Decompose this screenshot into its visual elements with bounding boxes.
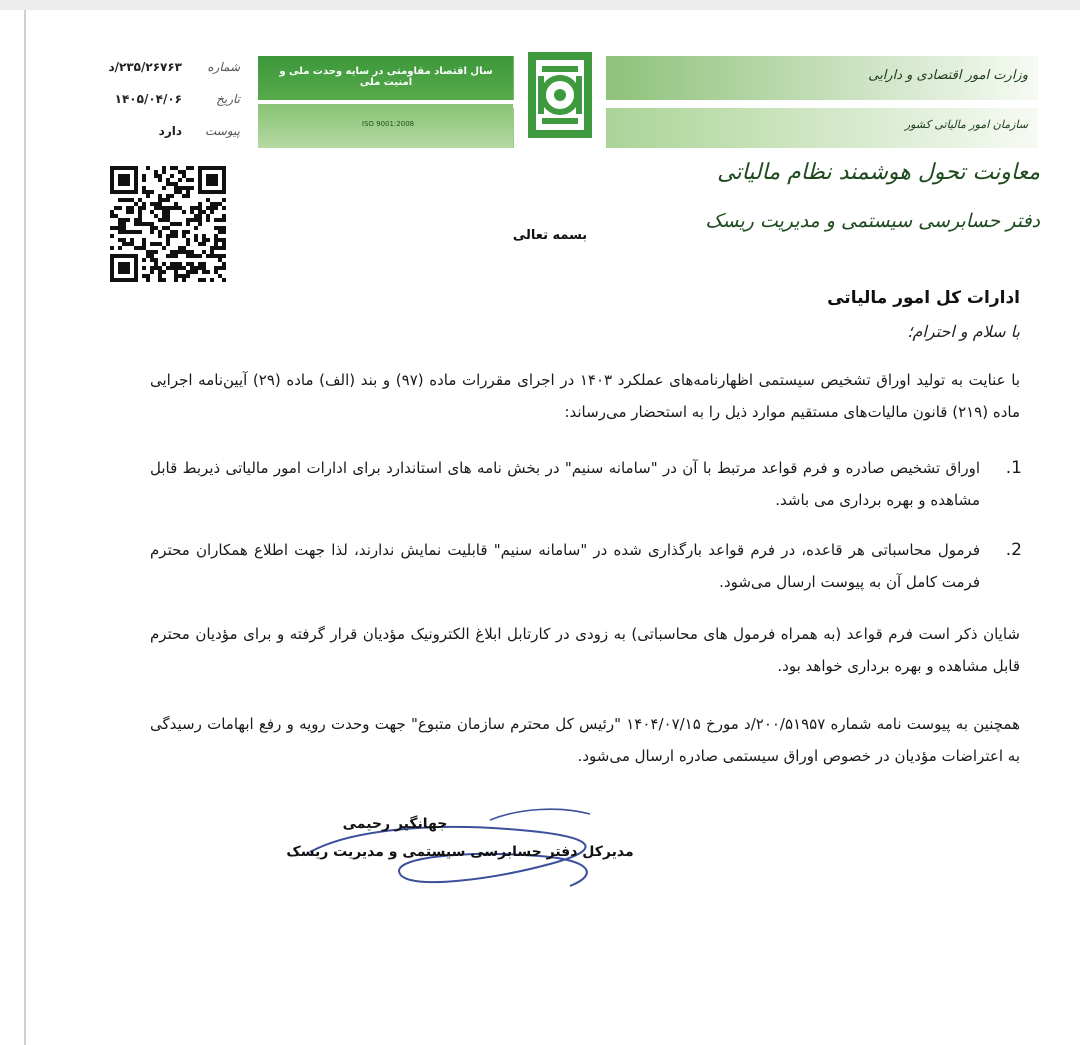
list-item-number: 2. [1005,540,1022,560]
deputy-heading: معاونت تحول هوشمند نظام مالیاتی [717,160,1040,185]
attachment-paragraph: همچنین به پیوست نامه شماره ۲۰۰/۵۱۹۵۷/د مورخ ۱۴۰۴/۰۷/۱۵ "رئیس کل محترم سازمان متبوع" جهت وحدت رویه و رفع ابهامات رسیدگی به اعتراضات مؤدیان در خصوص اوراق سیستمی صادره ارسال می‌شود. [150,715,1020,765]
registration-date-row [60,92,240,124]
list-item-text: فرمول محاسباتی هر قاعده، در فرم قواعد بارگذاری شده در "سامانه سنیم" قابلیت نمایش ندارند، لذا جهت اطلاع همکاران محترم فرمت کامل آن به پیوست ارسال می‌شود. [150,541,980,591]
list-item [150,452,1020,516]
registration-number-value: ۲۳۵/۲۶۷۶۳/د [108,60,182,74]
list-item-number: 1. [1005,458,1022,478]
registration-attachment-value: دارد [158,124,182,138]
note-paragraph: شایان ذکر است فرم قواعد (به همراه فرمول های محاسباتی) به زودی در کارتابل ابلاغ الکترونیک مؤدیان قرار گرفته و برای مؤدیان محترم قابل مشاهده و بهره برداری خواهد بود. [150,625,1020,675]
letterhead [258,42,1038,148]
registration-attachment-row [60,124,240,156]
recipient: ادارات کل امور مالیاتی [827,288,1020,308]
greeting: با سلام و احترام؛ [907,322,1020,341]
intro-paragraph: با عنایت به تولید اوراق تشخیص سیستمی اظهارنامه‌های عملکرد ۱۴۰۳ در اجرای مقررات ماده (۹۷) و بند (الف) ماده (۲۹) آیین‌نامه اجرایی ماده (۲۱۹) قانون مالیات‌های مستقیم موارد ذیل را به استحضار می‌رساند: [150,371,1020,421]
letterhead-ministry: وزارت امور اقتصادی و دارایی [868,68,1028,83]
registration-date-label: تاریخ [216,92,240,106]
signatory-title: مدیرکل دفتر حسابرسی سیستمی و مدیریت ریسک [286,844,634,860]
office-heading: دفتر حسابرسی سیستمی و مدیریت ریسک [705,210,1040,232]
registration-date-value: ۱۴۰۵/۰۴/۰۶ [114,92,182,106]
qr-code-icon [110,166,238,284]
basmala: بسمه تعالی [512,228,588,243]
letterhead-slogan: سال اقتصاد مقاومتی در سایه وحدت ملی و امنیت ملی [279,66,493,88]
registration-attachment-label: پیوست [205,124,240,138]
list-item [150,534,1020,598]
signatory-name: جهانگیر رحیمی [342,816,448,832]
registration-number-row [60,60,240,92]
page-left-border [24,10,26,1045]
tax-organization-emblem-icon [514,42,606,148]
letterhead-organization: سازمان امور مالیاتی کشور [904,118,1028,131]
registration-number-label: شماره [207,60,240,74]
list-item-text: اوراق تشخیص صادره و فرم قواعد مرتبط با آن در "سامانه سنیم" در بخش نامه های استاندارد برای ادارات امور مالیاتی ذیربط قابل مشاهده و بهره برداری می باشد. [150,459,980,509]
registration-block [60,60,240,156]
letterhead-iso: ISO 9001:2008 [361,120,415,128]
top-strip [0,0,1080,10]
